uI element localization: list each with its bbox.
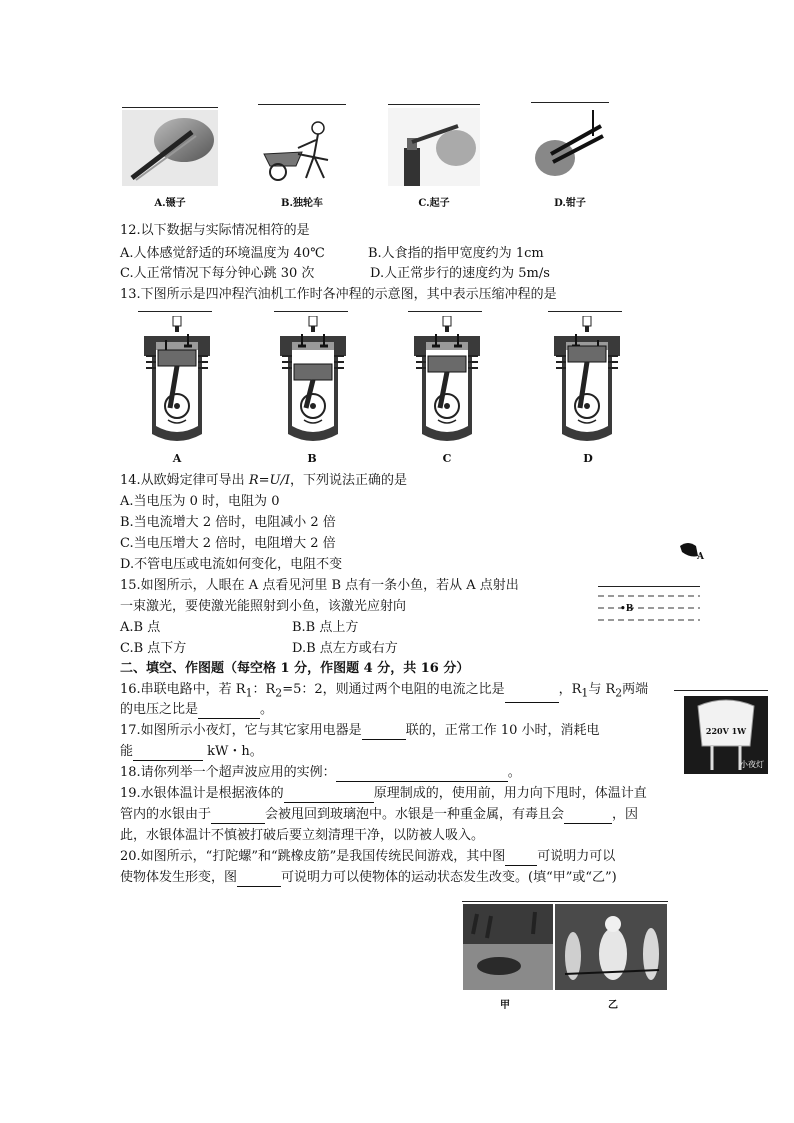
- point-b-text: B: [625, 604, 634, 614]
- q14-formula: R=U/I: [248, 473, 290, 488]
- q17-blank-connection[interactable]: [362, 727, 406, 740]
- q17-text-a: 17.如图所示小夜灯，它与其它家用电器是: [120, 723, 362, 738]
- q16-line1: [120, 681, 648, 703]
- wheelbarrow-image: [258, 108, 346, 186]
- q16-sub4: 2: [615, 686, 623, 700]
- q16-text-a: 16.串联电路中，若 R: [120, 682, 246, 697]
- q17-text-b: 联的，正常工作 10 小时，消耗电: [405, 723, 600, 738]
- q16-sub3: 1: [581, 686, 589, 700]
- engine-label-c: C: [442, 452, 452, 465]
- point-a-label: A: [697, 552, 704, 562]
- q20-line1: [120, 848, 615, 866]
- q14-stem: [120, 472, 407, 490]
- q20-text-a: 20.如图所示，“打陀螺”和“跳橡皮筋”是我国传统民间游戏，其中图: [120, 849, 506, 864]
- q16-text-d: ，R: [558, 682, 582, 697]
- answer-line-3: [388, 104, 480, 105]
- q14-stem-post: ，下列说法正确的是: [289, 473, 407, 488]
- q19-blank-volatile[interactable]: [564, 811, 612, 824]
- engine-label-d: D: [583, 452, 593, 465]
- q16-blank-voltage-ratio[interactable]: [198, 706, 260, 719]
- caption-pliers: D.钳子: [554, 198, 586, 209]
- q18-line: [120, 764, 521, 782]
- photo-caption-yi: 乙: [608, 1000, 618, 1011]
- rubber-band-jump-photo: [555, 904, 667, 990]
- q14-option-a: A.当电压为 0 时，电阻为 0: [120, 494, 280, 509]
- caption-tweezers: A.镊子: [154, 198, 186, 209]
- q12-option-c: C.人正常情况下每分钟心跳 30 次: [120, 266, 315, 281]
- water-dashes: [598, 594, 700, 624]
- q17-text-d: kW・h。: [203, 744, 263, 759]
- q18-text-a: 18.请你列举一个超声波应用的实例：: [120, 765, 336, 780]
- lamp-label: 小夜灯: [740, 760, 764, 769]
- water-surface-line: [598, 586, 700, 587]
- q15-line1: 15.如图所示，人眼在 A 点看见河里 B 点有一条小鱼，若从 A 点射出: [120, 578, 519, 593]
- caption-bottle-opener: C.起子: [418, 198, 450, 209]
- photo-caption-jia: 甲: [500, 1000, 510, 1011]
- caption-wheelbarrow: B.独轮车: [281, 198, 323, 209]
- engine-svg: [276, 316, 350, 444]
- q19-text-d: 会被甩回到玻璃泡中。水银是一种重金属，有毒且会: [265, 807, 565, 822]
- engine-diagram-d: [550, 316, 624, 444]
- q14-option-d: D.不管电压或电流如何变化，电阻不变: [120, 557, 343, 572]
- q12-option-a: A.人体感觉舒适的环境温度为 40℃: [120, 246, 325, 261]
- q16-text-g: 的电压之比是: [120, 702, 199, 717]
- q20-text-c: 使物体发生形变，图: [120, 870, 238, 885]
- lamp-rating: 220V 1W: [705, 726, 747, 736]
- section-heading: 二、填空、作图题（每空格 1 分，作图题 4 分，共 16 分）: [120, 661, 470, 676]
- q12-option-b: B.人食指的指甲宽度约为 1cm: [368, 246, 544, 261]
- q16-text-c: =5：2，则通过两个电阻的电流之比是: [282, 682, 505, 697]
- q16-line2: [120, 701, 273, 719]
- q19-text-e: ，因: [612, 807, 639, 822]
- q19-line1: [120, 785, 647, 803]
- q17-line1: [120, 722, 600, 740]
- answer-line-photos: [462, 901, 668, 902]
- q19-blank-inertia[interactable]: [211, 811, 265, 824]
- q19-line3: 此，水银体温计不慎被打破后要立刻清理干净，以防被人吸入。: [120, 828, 485, 843]
- q17-text-c: 能: [120, 744, 134, 759]
- answer-line-engine-a: [138, 311, 212, 312]
- q17-blank-energy[interactable]: [133, 748, 203, 761]
- q16-sub2: 2: [275, 686, 283, 700]
- q16-text-f: 两端: [622, 682, 649, 697]
- pliers-image: [531, 106, 613, 186]
- engine-label-a: A: [172, 452, 182, 465]
- answer-line-lamp: [674, 690, 768, 691]
- engine-svg: [550, 316, 624, 444]
- q20-text-b: 可说明力可以: [537, 849, 616, 864]
- q20-blank-deformation[interactable]: [505, 853, 537, 866]
- q13-stem: 13.下图所示是四冲程汽油机工作时各冲程的示意图，其中表示压缩冲程的是: [120, 287, 557, 302]
- answer-line-2: [258, 104, 346, 105]
- q15-option-d: D.B 点左方或右方: [292, 641, 398, 656]
- q12-option-d: D.人正常步行的速度约为 5m/s: [370, 266, 550, 281]
- q16-sub1: 1: [245, 686, 253, 700]
- answer-line-4: [531, 102, 609, 103]
- q19-line2: [120, 806, 638, 824]
- engine-svg: [140, 316, 214, 444]
- q14-option-c: C.当电压增大 2 倍时，电阻增大 2 倍: [120, 536, 336, 551]
- answer-line-engine-b: [274, 311, 348, 312]
- night-lamp-image: [684, 696, 768, 774]
- q16-text-b: ：R: [252, 682, 276, 697]
- engine-svg: [410, 316, 484, 444]
- answer-line-engine-c: [408, 311, 482, 312]
- q19-text-c: 管内的水银由于: [120, 807, 212, 822]
- engine-label-b: B: [307, 452, 317, 465]
- q14-stem-pre: 14.从欧姆定律可导出: [120, 473, 249, 488]
- q19-text-b: 原理制成的，使用前，用力向下甩时，体温计直: [373, 786, 647, 801]
- spinning-top-photo: [463, 904, 553, 990]
- q20-text-d: 可说明力可以使物体的运动状态发生改变。(填“甲”或“乙”): [281, 870, 617, 885]
- point-b-label: •B: [620, 604, 634, 614]
- q17-line2: [120, 743, 263, 761]
- q19-blank-principle[interactable]: [284, 790, 374, 803]
- q16-blank-current-ratio[interactable]: [505, 690, 559, 703]
- q20-line2: [120, 869, 617, 887]
- q20-blank-motion[interactable]: [237, 874, 281, 887]
- q18-text-b: 。: [507, 765, 521, 780]
- answer-line-1: [122, 107, 218, 108]
- q15-option-c: C.B 点下方: [120, 641, 187, 656]
- q19-text-a: 19.水银体温计是根据液体的: [120, 786, 284, 801]
- q15-option-a: A.B 点: [120, 620, 161, 635]
- engine-diagram-c: [410, 316, 484, 444]
- q15-option-b: B.B 点上方: [292, 620, 359, 635]
- engine-diagram-b: [276, 316, 350, 444]
- bottle-opener-image: [388, 108, 480, 186]
- engine-diagram-a: [140, 316, 214, 444]
- tweezers-image: [122, 110, 218, 186]
- answer-line-engine-d: [548, 311, 622, 312]
- q18-blank-example[interactable]: [336, 769, 508, 782]
- q16-text-e: 与 R: [588, 682, 616, 697]
- q14-option-b: B.当电流增大 2 倍时，电阻减小 2 倍: [120, 515, 336, 530]
- q15-line2: 一束激光，要使激光能照射到小鱼，该激光应射向: [120, 599, 407, 614]
- q12-stem: 12.以下数据与实际情况相符的是: [120, 223, 310, 238]
- q16-text-h: 。: [260, 702, 274, 717]
